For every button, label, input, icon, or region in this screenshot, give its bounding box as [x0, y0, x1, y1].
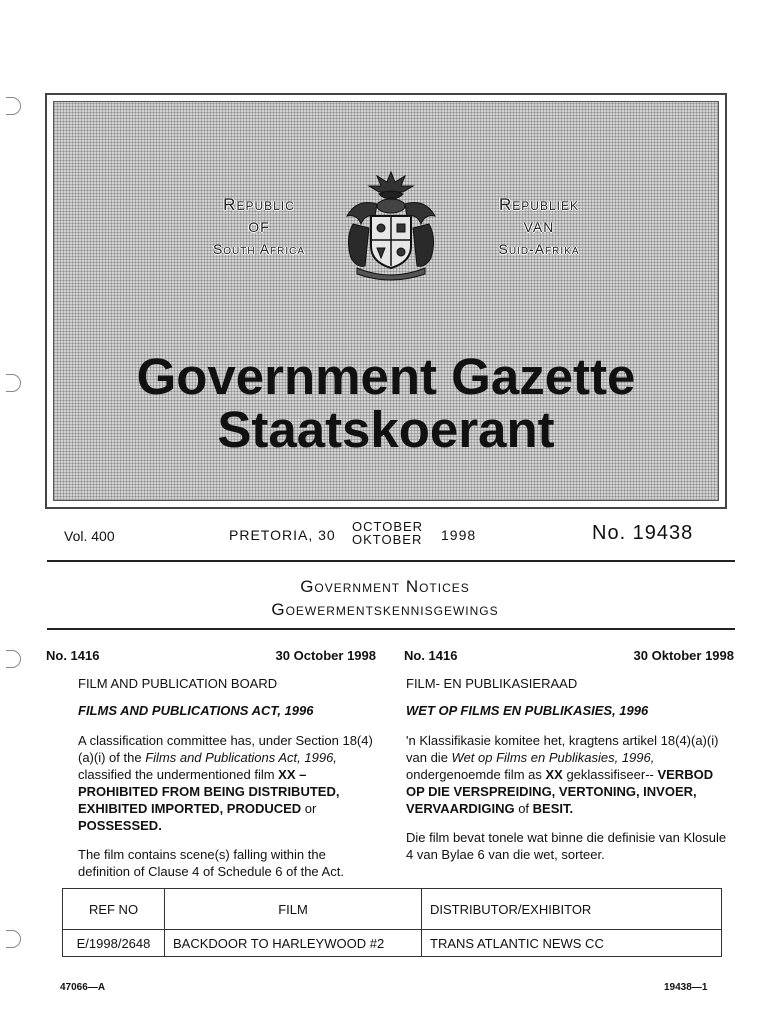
act-reference: Films and Publications Act, 1996,: [145, 750, 337, 765]
cell-ref-no: E/1998/2648: [63, 930, 165, 957]
gazette-number: No. 19438: [592, 522, 694, 544]
board-name: FILM AND PUBLICATION BOARD: [78, 676, 278, 691]
notice-body: [78, 732, 376, 834]
republic-line3: South Africa: [212, 241, 306, 257]
notice-afrikaans: [404, 647, 734, 863]
notice-number: No. 1416: [404, 648, 458, 663]
punch-hole: [6, 374, 21, 392]
table-header-row: [63, 889, 722, 930]
page-number: 1: [701, 982, 708, 993]
volume-number: Vol. 400: [64, 528, 115, 544]
republiek-line1: Republiek: [499, 195, 579, 214]
notice-header: [404, 647, 734, 665]
place-and-day: PRETORIA, 30: [229, 527, 336, 543]
coat-of-arms-icon: [335, 168, 447, 282]
films-table: [62, 888, 722, 957]
body-text: ondergenoemde film as: [406, 767, 546, 782]
month-afrikaans: OKTOBER: [352, 532, 423, 547]
divider: [47, 560, 735, 562]
act-title: FILMS AND PUBLICATIONS ACT, 1996: [78, 703, 314, 718]
prohibition-text: XX – PROHIBITED FROM BEING DISTRIBUTED, EXHIBITED IMPORTED, PRODUCED: [78, 767, 340, 816]
footer-right: 19438—1: [664, 982, 708, 993]
republic-english: [174, 194, 344, 260]
prohibition-text: BESIT.: [532, 801, 574, 816]
notice-date: 30 Oktober 1998: [633, 648, 734, 663]
classification: XX: [545, 767, 563, 782]
republiek-line3: Suid-Afrika: [498, 241, 580, 257]
print-code: 47066: [60, 982, 88, 993]
month-block: [352, 520, 423, 546]
header-film: FILM: [165, 889, 422, 930]
prohibition-text: POSSESSED.: [78, 818, 162, 833]
body-text: geklassifiseer--: [562, 767, 658, 782]
gazette-subtitle: Staatskoerant: [217, 401, 555, 458]
dateline: [0, 519, 770, 552]
punch-hole: [6, 930, 21, 948]
section-heading: [0, 575, 770, 621]
notice-body-2: The film contains scene(s) falling within the definition of Clause 4 of Schedule 6 of the Act.: [78, 847, 344, 879]
masthead: [45, 93, 727, 509]
body-text: A classification committee has, under Section 18(4)(a)(i) of the: [78, 733, 373, 765]
header-ref-no: REF NO: [63, 889, 165, 930]
republic-line2: OF: [248, 219, 270, 235]
body-text: 'n Klassifikasie komitee het, kragtens artikel 18(4)(a)(i) van die: [406, 733, 719, 765]
body-text: or: [301, 801, 317, 816]
republic-line1: Republic: [223, 195, 295, 214]
prohibition-text: VERBOD OP DIE VERSPREIDING, VERTONING, INVOER, VERVAARDIGING: [406, 767, 714, 816]
heading-english: Government Notices: [300, 577, 470, 596]
print-code-suffix: A: [97, 982, 106, 993]
heading-afrikaans: Goewermentskennisgewings: [271, 600, 499, 619]
divider: [47, 628, 735, 630]
act-title: WET OP FILMS EN PUBLIKASIES, 1996: [406, 703, 649, 718]
punch-hole: [6, 97, 21, 115]
notice-date: 30 October 1998: [275, 648, 376, 663]
header-distributor: DISTRIBUTOR/EXHIBITOR: [422, 889, 722, 930]
cell-distributor: TRANS ATLANTIC NEWS CC: [422, 930, 722, 957]
gazette-title: Government Gazette: [136, 348, 636, 405]
page-code: 19438: [664, 982, 692, 993]
cell-film: BACKDOOR TO HARLEYWOOD #2: [165, 930, 422, 957]
notice-header: [46, 647, 376, 665]
year: 1998: [441, 527, 477, 543]
board-name: FILM- EN PUBLIKASIERAAD: [406, 676, 578, 691]
notice-number: No. 1416: [46, 648, 100, 663]
notice-english: [46, 647, 376, 880]
table-row: [63, 930, 722, 957]
punch-hole: [6, 650, 21, 668]
republiek-line2: VAN: [523, 219, 555, 235]
month-english: OCTOBER: [352, 519, 424, 534]
notice-body: [406, 732, 734, 817]
body-text: classified the undermentioned film: [78, 767, 279, 782]
masthead-panel: [53, 101, 719, 501]
body-text: of: [514, 801, 533, 816]
footer-left: 47066—A: [60, 982, 106, 993]
act-reference: Wet op Films en Publikasies, 1996,: [451, 750, 655, 765]
republic-afrikaans: [459, 194, 619, 260]
notice-body-2: Die film bevat tonele wat binne die definisie van Klosule 4 van Bylae 6 van die wet, sorteer.: [406, 830, 727, 862]
